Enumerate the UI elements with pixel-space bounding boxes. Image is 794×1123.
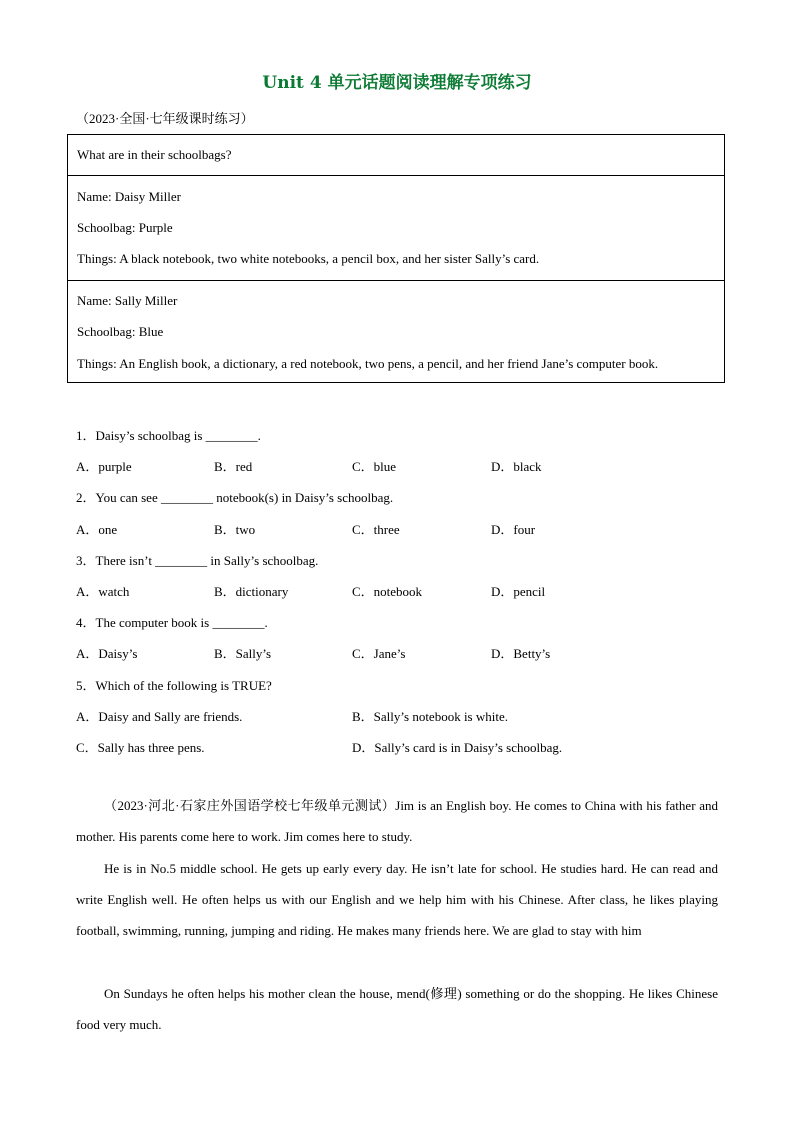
sally-name: Name: Sally Miller xyxy=(77,293,178,308)
question-option: C．notebook xyxy=(352,584,423,599)
question-option: C．three xyxy=(352,522,400,537)
question-stem: 1．Daisy’s schoolbag is ________. xyxy=(76,428,261,443)
passage-source: （2023·河北·石家庄外国语学校七年级单元测试） xyxy=(104,798,396,813)
question-option: B．two xyxy=(214,522,256,537)
question-option: A．Daisy and Sally are friends. xyxy=(76,709,243,724)
question-option: D．Betty’s xyxy=(491,646,551,661)
page-title: Unit 4 单元话题阅读理解专项练习 xyxy=(262,73,532,93)
daisy-name: Name: Daisy Miller xyxy=(77,189,181,204)
question-option: D．pencil xyxy=(491,584,546,599)
question-option: C．Jane’s xyxy=(352,646,406,661)
question-stem: 2．You can see ________ notebook(s) in Daisy’s schoolbag. xyxy=(76,490,394,505)
question-option: D．Sally’s card is in Daisy’s schoolbag. xyxy=(352,740,563,755)
daisy-things: Things: A black notebook, two white notebooks, a pencil box, and her sister Sally’s card. xyxy=(77,251,540,266)
question-option: A．Daisy’s xyxy=(76,646,138,661)
question-option: C．blue xyxy=(352,459,397,474)
question-option: B．Sally’s notebook is white. xyxy=(352,709,509,724)
sally-things: Things: An English book, a dictionary, a red notebook, two pens, a pencil, and her friend Jane’s computer book. xyxy=(77,356,659,371)
question-option: C．Sally has three pens. xyxy=(76,740,205,755)
sally-schoolbag: Schoolbag: Blue xyxy=(77,324,164,339)
passage-paragraph-2: He is in No.5 middle school. He gets up early every day. He isn’t late for school. He studies hard. He can read and write English well. He often helps us with our English and we help him with his Chinese. After class, he likes playing football, swimming, running, jumping and riding. He makes many friends here. We are glad to stay with him xyxy=(76,861,718,938)
passage-paragraph-1 xyxy=(76,790,718,852)
question-option: A．purple xyxy=(76,459,132,474)
question-option: B．Sally’s xyxy=(214,646,272,661)
question-option: A．watch xyxy=(76,584,130,599)
question-stem: 5．Which of the following is TRUE? xyxy=(76,678,272,693)
question-option: A．one xyxy=(76,522,118,537)
table-header: What are in their schoolbags? xyxy=(77,147,232,162)
passage-paragraph-3: On Sundays he often helps his mother clean the house, mend(修理) something or do the shopping. He likes Chinese food very much. xyxy=(76,986,718,1032)
question-option: D．black xyxy=(491,459,542,474)
sally-row xyxy=(68,281,724,383)
question-stem: 3．There isn’t ________ in Sally’s schoolbag. xyxy=(76,553,319,568)
passage-p1-text: Jim is an English boy. He comes to China with his father and mother. His parents come here to work. Jim comes here to study. xyxy=(76,798,718,844)
table-header-row xyxy=(68,135,724,176)
question-option: B．dictionary xyxy=(214,584,289,599)
source-note: （2023·全国·七年级课时练习） xyxy=(76,111,254,126)
question-option: D．four xyxy=(491,522,536,537)
daisy-schoolbag: Schoolbag: Purple xyxy=(77,220,173,235)
question-option: B．red xyxy=(214,459,253,474)
question-stem: 4．The computer book is ________. xyxy=(76,615,268,630)
daisy-row xyxy=(68,176,724,281)
schoolbag-table xyxy=(67,134,725,383)
